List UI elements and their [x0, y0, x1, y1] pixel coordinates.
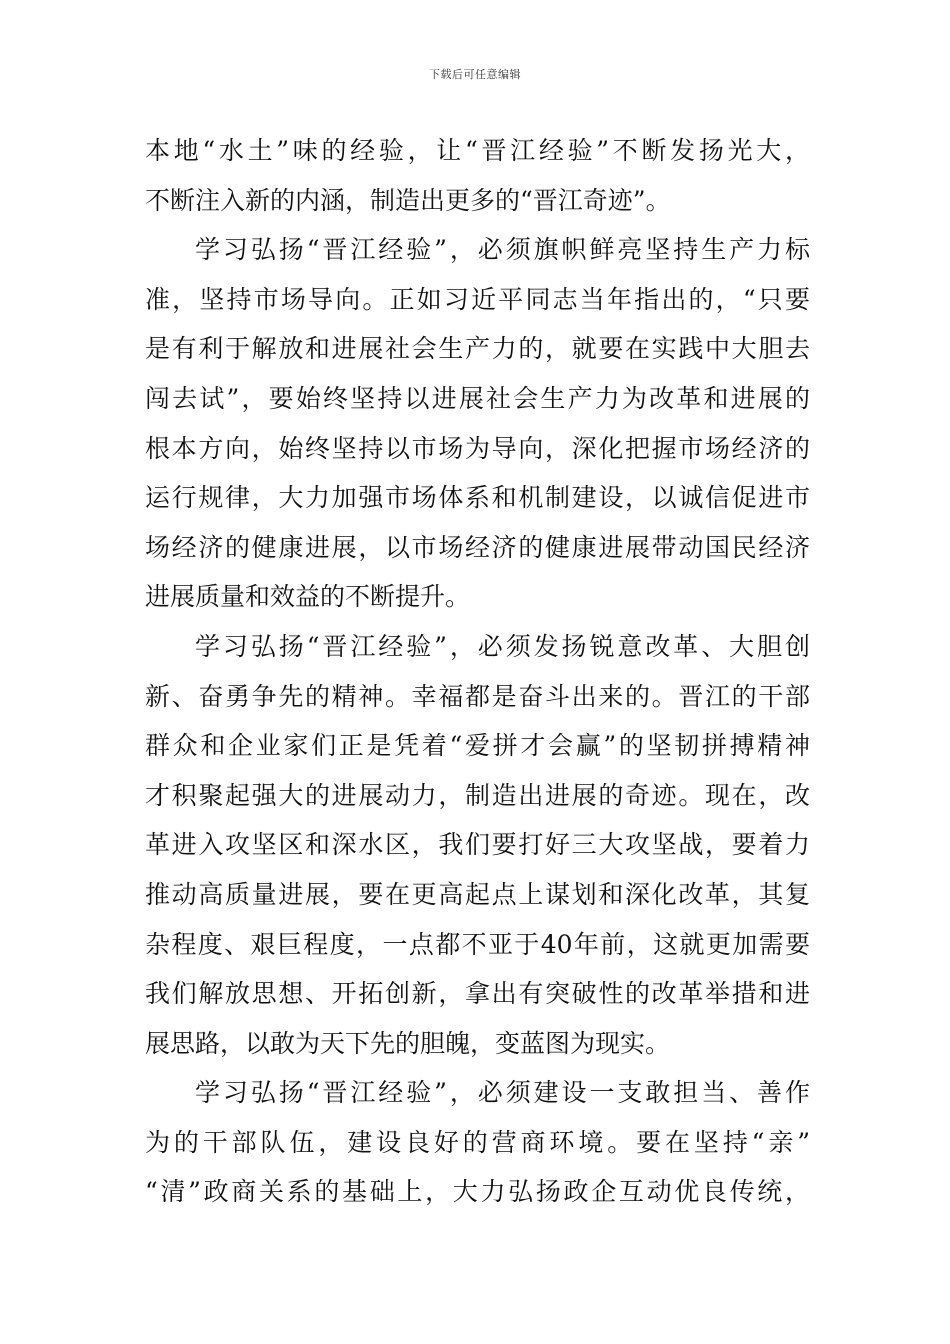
text-line: 是有利于解放和进展社会生产力的，就要在实践中大胆去 [145, 334, 810, 364]
text-line: 学习弘扬“晋江经验”，必须旗帜鲜亮坚持生产力标 [195, 235, 810, 265]
text-line: 新、奋勇争先的精神。幸福都是奋斗出来的。晋江的干部 [145, 681, 810, 711]
text-line: 根本方向，始终坚持以市场为导向，深化把握市场经济的 [145, 433, 810, 463]
text-line: 本地“水土”味的经验，让“晋江经验”不断发扬光大， [145, 136, 810, 165]
text-line: 革进入攻坚区和深水区，我们要打好三大攻坚战，要着力 [145, 830, 810, 860]
document-body [145, 126, 810, 1217]
text-line: 展思路，以敢为天下先的胆魄，变蓝图为现实。 [145, 1028, 671, 1058]
text-line: 进展质量和效益的不断提升。 [145, 582, 471, 612]
text-line: 杂程度、艰巨程度，一点都不亚于40年前，这就更加需要 [145, 929, 810, 959]
text-line: 不断注入新的内涵，制造出更多的“晋江奇迹”。 [145, 185, 671, 215]
text-line: 学习弘扬“晋江经验”，必须发扬锐意改革、大胆创 [195, 631, 810, 661]
text-line: 学习弘扬“晋江经验”，必须建设一支敢担当、善作 [195, 1078, 810, 1108]
text-line: 场经济的健康进展，以市场经济的健康进展带动国民经济 [145, 532, 810, 562]
text-line: 运行规律，大力加强市场体系和机制建设，以诚信促进市 [145, 483, 810, 513]
text-line: 我们解放思想、开拓创新，拿出有突破性的改革举措和进 [145, 979, 810, 1009]
text-line: 推动高质量进展，要在更高起点上谋划和深化改革，其复 [145, 879, 810, 909]
text-line: 才积聚起强大的进展动力，制造出进展的奇迹。现在，改 [145, 780, 810, 810]
page-header: 下载后可任意编辑 [429, 68, 521, 81]
text-line: 群众和企业家们正是凭着“爱拼才会赢”的坚韧拼搏精神 [145, 731, 810, 761]
text-line: 准，坚持市场导向。正如习近平同志当年指出的，“只要 [145, 284, 810, 314]
text-line: “清”政商关系的基础上，大力弘扬政企互动优良传统， [145, 1177, 810, 1207]
text-line: 为的干部队伍，建设良好的营商环境。要在坚持“亲” [145, 1127, 810, 1157]
text-line: 闯去试”，要始终坚持以进展社会生产力为改革和进展的 [145, 383, 810, 413]
